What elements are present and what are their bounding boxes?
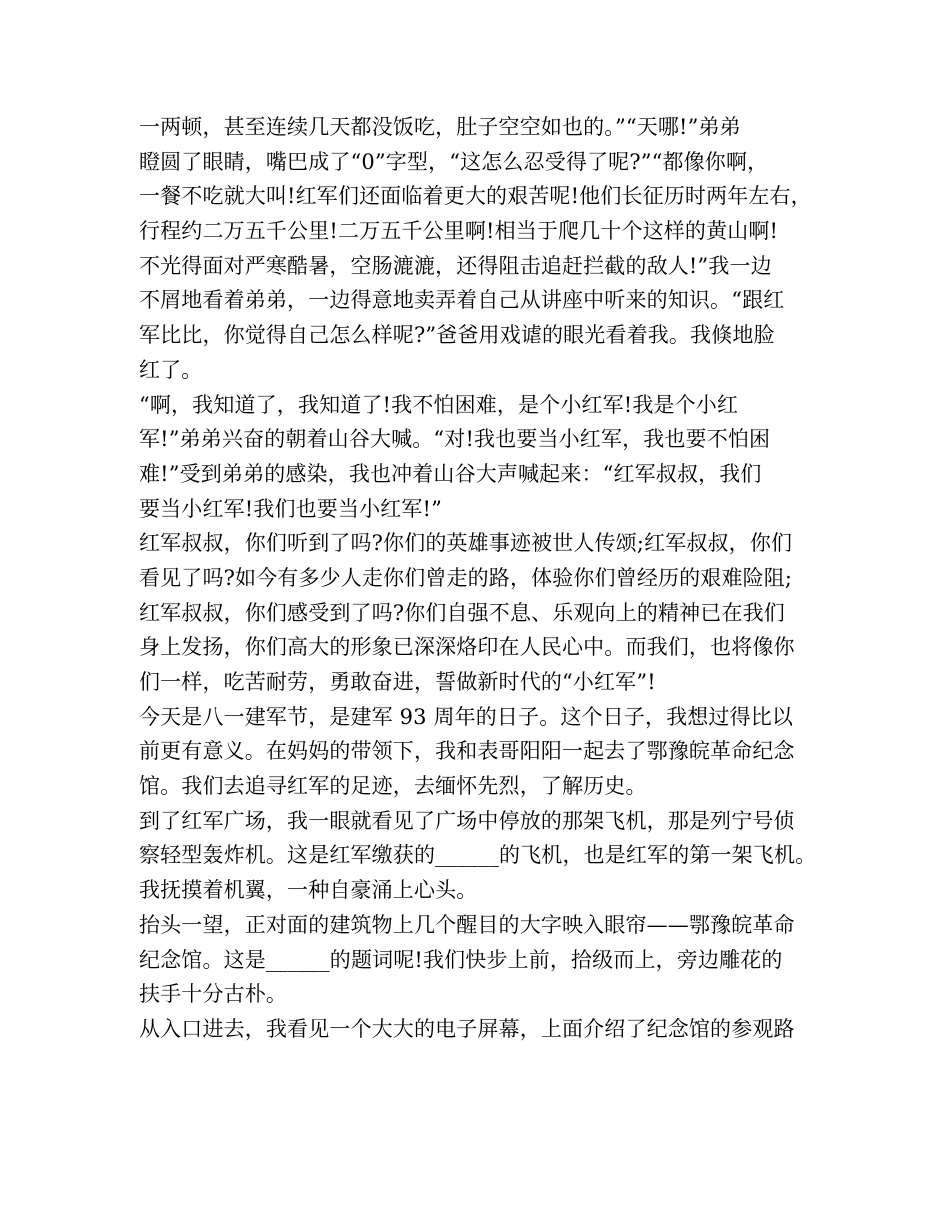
text-line: 看见了吗?如今有多少人走你们曾走的路，体验你们曾经历的艰难险阻; bbox=[139, 565, 793, 590]
text-line: 扶手十分古朴。 bbox=[139, 982, 288, 1007]
text-line: 难!”受到弟弟的感染，我也冲着山谷大声喊起来：“红军叔叔，我们 bbox=[139, 461, 762, 486]
text-line: 察轻型轰炸机。这是红军缴获的______的飞机，也是红军的第一架飞机。 bbox=[139, 843, 817, 868]
text-line: 军!”弟弟兴奋的朝着山谷大喊。“对!我也要当小红军，我也要不怕困 bbox=[139, 427, 771, 452]
text-line: 一餐不吃就大叫!红军们还面临着更大的艰苦呢!他们长征历时两年左右， bbox=[139, 184, 812, 209]
text-line: 要当小红军!我们也要当小红军!” bbox=[139, 496, 443, 521]
text-line: 抬头一望，正对面的建筑物上几个醒目的大字映入眼帘——鄂豫皖革命 bbox=[139, 912, 795, 937]
text-line: 身上发扬，你们高大的形象已深深烙印在人民心中。而我们，也将像你 bbox=[139, 635, 795, 660]
text-line: 们一样，吃苦耐劳，勇敢奋进，誓做新时代的“小红军”! bbox=[139, 670, 656, 694]
text-line: 红了。 bbox=[139, 357, 203, 382]
text-line: 到了红军广场，我一眼就看见了广场中停放的那架飞机，那是列宁号侦 bbox=[139, 808, 795, 833]
text-line: 瞪圆了眼睛，嘴巴成了“0”字型，“这怎么忍受得了呢?”“都像你啊， bbox=[139, 149, 769, 174]
text-line: 馆。我们去追寻红军的足迹，去缅怀先烈，了解历史。 bbox=[139, 774, 647, 799]
text-line: 前更有意义。在妈妈的带领下，我和表哥阳阳一起去了鄂豫皖革命纪念 bbox=[139, 739, 795, 764]
text-line: “啊，我知道了，我知道了!我不怕困难，是个小红军!我是个小红 bbox=[139, 392, 739, 417]
text-line: 军比比，你觉得自己怎么样呢?”爸爸用戏谑的眼光看着我。我倏地脸 bbox=[139, 323, 775, 348]
text-line: 红军叔叔，你们感受到了吗?你们自强不息、乐观向上的精神已在我们 bbox=[139, 600, 785, 625]
text-line: 红军叔叔，你们听到了吗?你们的英雄事迹被世人传颂;红军叔叔，你们 bbox=[139, 531, 793, 556]
text-line: 今天是八一建军节，是建军 93 周年的日子。这个日子，我想过得比以 bbox=[139, 704, 794, 729]
document-page bbox=[139, 110, 829, 1047]
text-line: 我抚摸着机翼，一种自豪涌上心头。 bbox=[139, 878, 478, 903]
text-line: 不光得面对严寒酷暑，空肠漉漉，还得阻击追赶拦截的敌人!”我一边 bbox=[139, 253, 772, 278]
text-line: 不屑地看着弟弟，一边得意地卖弄着自己从讲座中听来的知识。“跟红 bbox=[139, 288, 785, 313]
text-line: 一两顿，甚至连续几天都没饭吃，肚子空空如也的。”“天哪!”弟弟 bbox=[139, 115, 741, 139]
text-line: 从入口进去，我看见一个大大的电子屏幕，上面介绍了纪念馆的参观路 bbox=[139, 1016, 795, 1041]
text-line: 行程约二万五千公里!二万五千公里啊!相当于爬几十个这样的黄山啊! bbox=[139, 219, 779, 244]
text-line: 纪念馆。这是______的题词呢!我们快步上前，拾级而上，旁边雕花的 bbox=[139, 947, 783, 972]
